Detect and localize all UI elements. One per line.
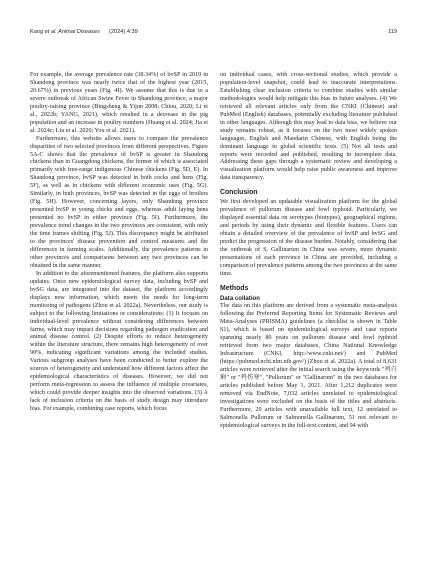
paragraph: Furthermore, this website allows users to compare the prevalence disparities of two selected provinces from different perspectives. Figure 5A-C shows that the prevalence of bvSP is greater in Shandong chickens than in Guangdong chickens, the former of which is associated primarily with free-range indigenous Chinese chickens (Fig. 5D, E). In Shandong province, bvSP was detected in both cocks and hens (Fig. 5F), as well as in chickens with different economic uses (Fig. 5G). Similarly, in both provinces, bvSP was detected in the eggs of broilers (Fig. 5H). However, concerning layers, only Shandong province presented bvSP in young chicks and eggs, whereas adult laying hens presented no bvSP in either province (Fig. 5I). Furthermore, the prevalence trend changes in the two provinces are consistent, with only the time frames shifting (Fig. 5J). This discrepancy might be attributed to the provinces' disease prevention and control measures and the differences in farming scales. Additionally, the prevalence patterns in other provinces and comparisons between any two provinces can be obtained in the same manner. [30,135,208,269]
methods-paragraph: The data on this platform are derived from a systematic meta-analysis following the Preferred Reporting Items for Systematic Reviews and Meta-Analyses (PRISMA) guidelines (a checklist is shown in Table S1), which is based on epidemiological surveys and case reports spanning nearly 80 years on pullorum disease and fowl typhoid retrieved from two major databases, China National Knowledge Infrastructure (CNKI, http://www.cnki.net/) and PubMed (https://pubmed.ncbi.nlm.nih.gov/) (Zhou et al. 2022a). A total of 8,631 articles were retrieved after the initial search using the keywords "鸡白痢" or "鸡伤寒", "Pullorum" or "Gallinarum" in the two databases for articles published before May 1, 2021. After 1,212 duplicates were removed via EndNote, 7,032 articles unrelated to epidemiological investigations were excluded on the basis of the titles and abstracts. Furthermore, 29 articles with unavailable full text, 12 unrelated to Salmonella Pullorum or Salmonella Gallinarum, 51 not relevant to epidemiological surveys in the full-text content, and 94 with [220,303,397,429]
paragraph: on individual cases, with cross-sectional studies, which provide a population-level snapshot, could lead to inaccurate interpretations. Establishing clear inclusion criteria to combine studies with similar methodologies would help mitigate this bias in future analyses. (4) We retrieved all relevant articles only from the CNKI (Chinese) and PubMed (English) databases, potentially excluding literature published in other languages. Although this may lead to data bias, we believe our study remains robust, as it focuses on the two most widely spoken languages, English and Mandarin Chinese, with English being the dominant language in global scientific texts. (5) Not all tests and reports were recorded and published, resulting in incomplete data. Addressing these gaps through a systematic review and developing a visualization platform would help raise public awareness and improve data transparency. [220,72,397,182]
paragraph: In addition to the aforementioned features, the platform also supports updates. Once new epidemiological survey data, including bvSP and bvSG data, are integrated into the dataset, the platform accordingly displays new information, which meets the needs for long-term monitoring of pathogens (Zhou et al. 2022a). Nevertheless, our study is subject to the following limitations or considerations: (1) It focuses on individual-level prevalence without considering differences between farms, which may impact decisions regarding pathogen eradication and animal disease control. (2) Despite efforts to reduce heterogeneity within the literature structure, there remains high heterogeneity of over 90%, indicating significant variations among the included studies. Various subgroup analyses have been conducted to better explore the sources of heterogeneity and understand how different factors affect the epidemiological characteristics of diseases. However, we did not perform meta-regression to assess the influence of multiple covariates, which could provide deeper insights into the observed variations. (3) A lack of inclusion criteria on the basis of study design may introduce bias. For example, combining case reports, which focus [30,270,208,413]
right-column [220,72,397,431]
paragraph: For example, the average prevalence rate (38.34%) of bvSP in 2019 in Shandong province was nearly twice that of the highest year (2015, 20.67%) in previous years (Fig. 4I). We assume that this is due to a severe outbreak of African Swine Fever in Shandong province, a major poultry-raising province (Bingsheng & Yijun 2008; Chiou, 2020; Li et al., 2022b; YANG, 2021), which resulted in a decrease in the pig population and an increase in poultry numbers (Huang et al. 2024; Jia et al. 2024c; Liu et al. 2020; You et al. 2021). [30,72,208,134]
journal-citation: Kang et al. Animal Diseases (2024) 4:39 [30,29,138,35]
conclusion-paragraph: We first developed an updatable visualization platform for the global prevalence of pullorum disease and fowl typhoid. Particularly, we displayed essential data on serotypes (biotypes), geographical regions, and periods by using their dynamic and flexible features. Users can obtain a detailed overview of the prevalence of bvSP and bvSG and predict the progression of the disease burden. Notably, considering that the outbreak of S. Gallinarum in China was severe, more dynamic presentations of each province in China are provided, including a comparison of prevalence patterns among the two provinces at the same time. [220,199,397,277]
data-collation-subheading: Data collation [220,294,260,302]
left-column [30,72,208,414]
page-number: 119 [388,29,397,35]
running-header [30,29,397,39]
conclusion-heading: Conclusion [220,189,258,197]
methods-heading: Methods [220,284,249,292]
